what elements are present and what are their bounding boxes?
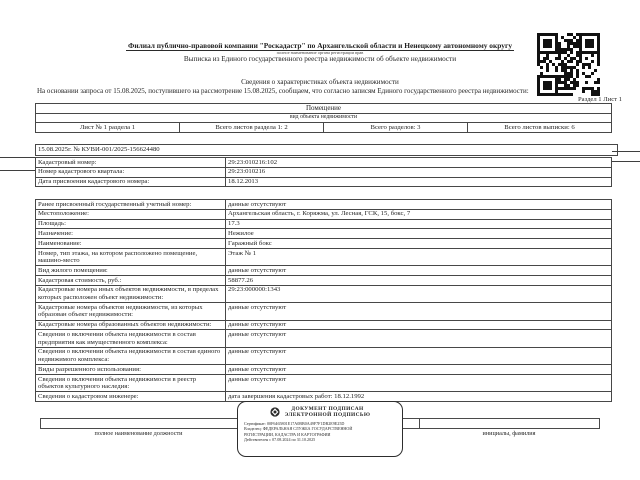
object-type-table — [35, 103, 612, 133]
field-label: Наименование: — [36, 239, 226, 249]
field-label: Номер, тип этажа, на котором расположено помещение, машино-место — [36, 248, 226, 265]
field-value: данные отсутствуют — [226, 347, 612, 364]
initials-surname-label: инициалы, фамилия — [482, 430, 536, 437]
field-value: данные отсутствуют — [226, 320, 612, 330]
field-value: данные отсутствуют — [226, 266, 612, 276]
table-row — [36, 248, 612, 265]
field-value: Гаражный бокс — [226, 239, 612, 249]
section-title: Сведения о характеристиках объекта недвижимости — [241, 78, 399, 86]
field-label: Кадастровая стоимость, руб.: — [36, 276, 226, 286]
field-label: Сведения о включении объекта недвижимости в реестр объектов культурного наследия: — [36, 374, 226, 391]
field-label: Дата присвоения кадастрового номера: — [36, 177, 226, 187]
table-row — [36, 167, 612, 177]
field-label: Сведения о кадастровом инженере: — [36, 392, 226, 402]
document-title: Выписка из Единого государственного реестра недвижимости об объекте недвижимости — [183, 55, 457, 63]
table-row — [36, 122, 612, 132]
table-row — [36, 229, 612, 239]
field-label: Сведения о включении объекта недвижимости в состав предприятия как имущественного комплекса: — [36, 330, 226, 347]
org-name-caption: полное наименование органа регистрации прав — [276, 50, 364, 55]
stamp-owner-line1: Владелец: ФЕДЕРАЛЬНАЯ СЛУЖБА ГОСУДАРСТВЕННОЙ — [244, 426, 353, 432]
table-row — [36, 347, 612, 364]
field-value: Архангельская область, г. Коряжма, ул. Лесная, ГСК, 15, бокс, 7 — [226, 209, 612, 219]
table-row — [36, 177, 612, 187]
table-row — [36, 365, 612, 375]
field-value: 29:23:010216:102 — [226, 158, 612, 168]
field-value: Этаж № 1 — [226, 248, 612, 265]
field-value: 18.12.2013 — [226, 177, 612, 187]
table-row — [36, 219, 612, 229]
object-details-table — [35, 199, 612, 402]
field-value: 29:23:000000:1343 — [226, 285, 612, 302]
table-row — [36, 113, 612, 122]
qr-code — [537, 33, 600, 96]
field-label: Кадастровые номера объектов недвижимости, из которых образован объект недвижимости: — [36, 303, 226, 320]
left-crop-mark — [0, 157, 35, 158]
stamp-certificate: Сертификат: 00F6465801E17A0BB0A49F7F1DB2E9E25D — [244, 420, 345, 426]
field-label: Местоположение: — [36, 209, 226, 219]
sheet-number: Лист № 1 раздела 1 — [36, 122, 180, 132]
signature-emblem-icon — [270, 407, 280, 417]
table-row — [36, 285, 612, 302]
request-number: 15.08.2025г. № КУВИ-001/2025-156624480 — [35, 144, 618, 156]
table-row — [36, 239, 612, 249]
table-row — [36, 158, 612, 168]
table-row — [36, 330, 612, 347]
object-type-caption: вид объекта недвижимости — [36, 113, 612, 122]
right-crop-mark — [612, 161, 640, 162]
total-sections: Всего разделов: 3 — [324, 122, 468, 132]
field-label: Кадастровый номер: — [36, 158, 226, 168]
stamp-title-line1: ДОКУМЕНТ ПОДПИСАН — [291, 406, 364, 412]
field-value: данные отсутствуют — [226, 374, 612, 391]
table-row — [36, 303, 612, 320]
request-basis-line: На основании запроса от 15.08.2025, поступившего на рассмотрение 15.08.2025, сообщаем, что согласно записям Единого государственного реестра недвижимости: — [37, 87, 529, 95]
field-value: данные отсутствуют — [226, 330, 612, 347]
position-name-label: полное наименование должности — [94, 430, 183, 437]
right-crop-mark — [612, 151, 640, 152]
field-label: Назначение: — [36, 229, 226, 239]
field-label: Площадь: — [36, 219, 226, 229]
total-sheets-extract: Всего листов выписки: 6 — [468, 122, 612, 132]
field-label: Кадастровые номера образованных объектов недвижимости: — [36, 320, 226, 330]
signature-cell-divider — [599, 418, 600, 428]
signature-cell-divider — [419, 418, 420, 428]
total-sheets-section: Всего листов раздела 1: 2 — [180, 122, 324, 132]
field-label: Номер кадастрового квартала: — [36, 167, 226, 177]
object-type: Помещение — [36, 104, 612, 114]
table-row — [36, 276, 612, 286]
electronic-signature-stamp — [237, 401, 403, 457]
field-value: 29:23:010216 — [226, 167, 612, 177]
field-value: 17.3 — [226, 219, 612, 229]
table-row — [36, 374, 612, 391]
field-label: Вид жилого помещения: — [36, 266, 226, 276]
registration-org-name: Филиал публично-правовой компании "Роскадастр" по Архангельской области и Ненецкому автономному округу — [127, 41, 513, 50]
field-value: данные отсутствуют — [226, 365, 612, 375]
field-value: данные отсутствуют — [226, 303, 612, 320]
cadastral-number-table — [35, 157, 612, 187]
table-row — [36, 209, 612, 219]
stamp-validity: Действителен с 07.08.2024 по 31.10.2025 — [244, 437, 316, 443]
field-value: 58877.26 — [226, 276, 612, 286]
field-label: Виды разрешенного использования: — [36, 365, 226, 375]
table-row — [36, 200, 612, 210]
field-value: Нежилое — [226, 229, 612, 239]
stamp-title-line2: ЭЛЕКТРОННОЙ ПОДПИСЬЮ — [284, 412, 371, 419]
signature-cell-divider — [40, 418, 41, 428]
field-value: дата завершения кадастровых работ: 18.12.1992 — [226, 392, 612, 402]
section-page-label: Раздел 1 Лист 1 — [578, 96, 622, 103]
table-row — [36, 104, 612, 114]
table-row — [36, 320, 612, 330]
field-label: Сведения о включении объекта недвижимости в состав единого недвижимого комплекса: — [36, 347, 226, 364]
field-value: данные отсутствуют — [226, 200, 612, 210]
table-row — [36, 266, 612, 276]
field-label: Кадастровые номера иных объектов недвижимости, в пределах которых расположен объект недвижимости: — [36, 285, 226, 302]
stamp-owner-line2: РЕГИСТРАЦИИ, КАДАСТРА И КАРТОГРАФИИ — [244, 431, 331, 437]
field-label: Ранее присвоенный государственный учетный номер: — [36, 200, 226, 210]
left-crop-mark — [0, 170, 35, 171]
